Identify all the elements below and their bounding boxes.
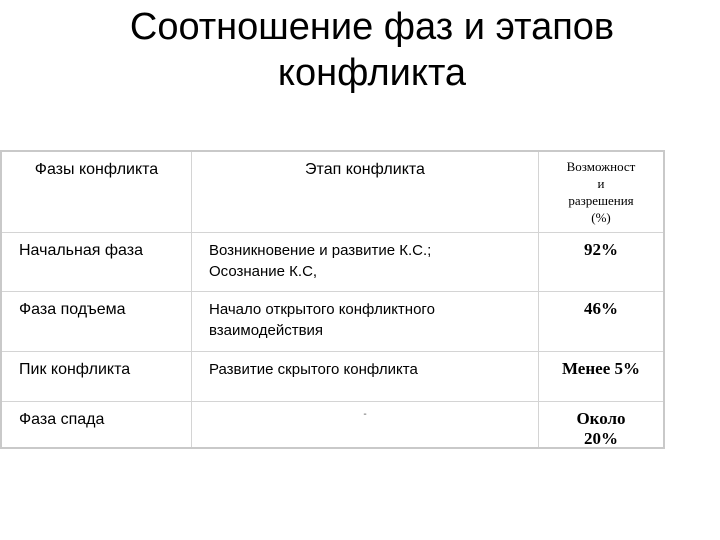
header-cell-stage xyxy=(192,152,539,232)
stage-text xyxy=(209,359,530,380)
stage-cell xyxy=(192,233,539,291)
phase-cell xyxy=(2,402,192,447)
header-cell-possibility xyxy=(539,152,663,232)
table-row xyxy=(2,292,663,352)
header-stage-label: Этап конфликта xyxy=(305,161,425,178)
table-row xyxy=(2,402,663,447)
value-cell xyxy=(539,352,663,401)
possibility-value xyxy=(539,299,663,319)
possibility-value xyxy=(539,240,663,260)
stage-line-2: взаимодействия xyxy=(209,322,324,339)
header-possibility-line-4: (%) xyxy=(591,210,611,225)
phase-label: Фаза спада xyxy=(19,411,105,428)
header-possibility-label xyxy=(543,158,659,226)
value-cell xyxy=(539,233,663,291)
possibility-value xyxy=(539,409,663,449)
title-line-1: Соотношение фаз и этапов xyxy=(129,6,615,48)
value-line-1: Около xyxy=(576,409,626,428)
value-cell xyxy=(539,402,663,447)
phase-cell xyxy=(2,233,192,291)
header-possibility-line-1: Возможност xyxy=(566,159,636,174)
stage-cell xyxy=(192,352,539,401)
stage-line-1: Развитие скрытого конфликта xyxy=(209,361,418,378)
stage-cell xyxy=(192,402,539,447)
header-phase-label: Фазы конфликта xyxy=(34,161,159,178)
header-possibility-line-3: разрешения xyxy=(568,193,634,208)
stage-line-1: Возникновение и развитие К.С.; xyxy=(209,242,432,259)
possibility-value xyxy=(539,359,663,379)
stage-text xyxy=(209,299,530,341)
table-header-row xyxy=(2,152,663,233)
phase-cell xyxy=(2,352,192,401)
value-line-1: 46% xyxy=(584,299,618,318)
header-cell-phase xyxy=(2,152,192,232)
stage-text: - xyxy=(363,409,367,420)
stage-line-1: Начало открытого конфликтного xyxy=(209,301,435,318)
phase-cell xyxy=(2,292,192,351)
phase-label: Начальная фаза xyxy=(19,242,143,259)
value-line-2: 20% xyxy=(584,429,618,448)
phases-stages-table xyxy=(0,150,665,449)
table-row xyxy=(2,233,663,292)
title-line-2: конфликта xyxy=(277,52,467,94)
phase-label: Пик конфликта xyxy=(19,361,131,378)
stage-text xyxy=(209,240,530,282)
slide-title xyxy=(80,4,664,96)
stage-cell xyxy=(192,292,539,351)
value-line-1: Менее 5% xyxy=(561,359,640,378)
value-line-1: 92% xyxy=(584,240,618,259)
value-cell xyxy=(539,292,663,351)
header-possibility-line-2: и xyxy=(597,176,605,191)
stage-line-2: Осознание К.С, xyxy=(209,263,318,280)
phase-label: Фаза подъема xyxy=(19,301,126,318)
table-row xyxy=(2,352,663,402)
